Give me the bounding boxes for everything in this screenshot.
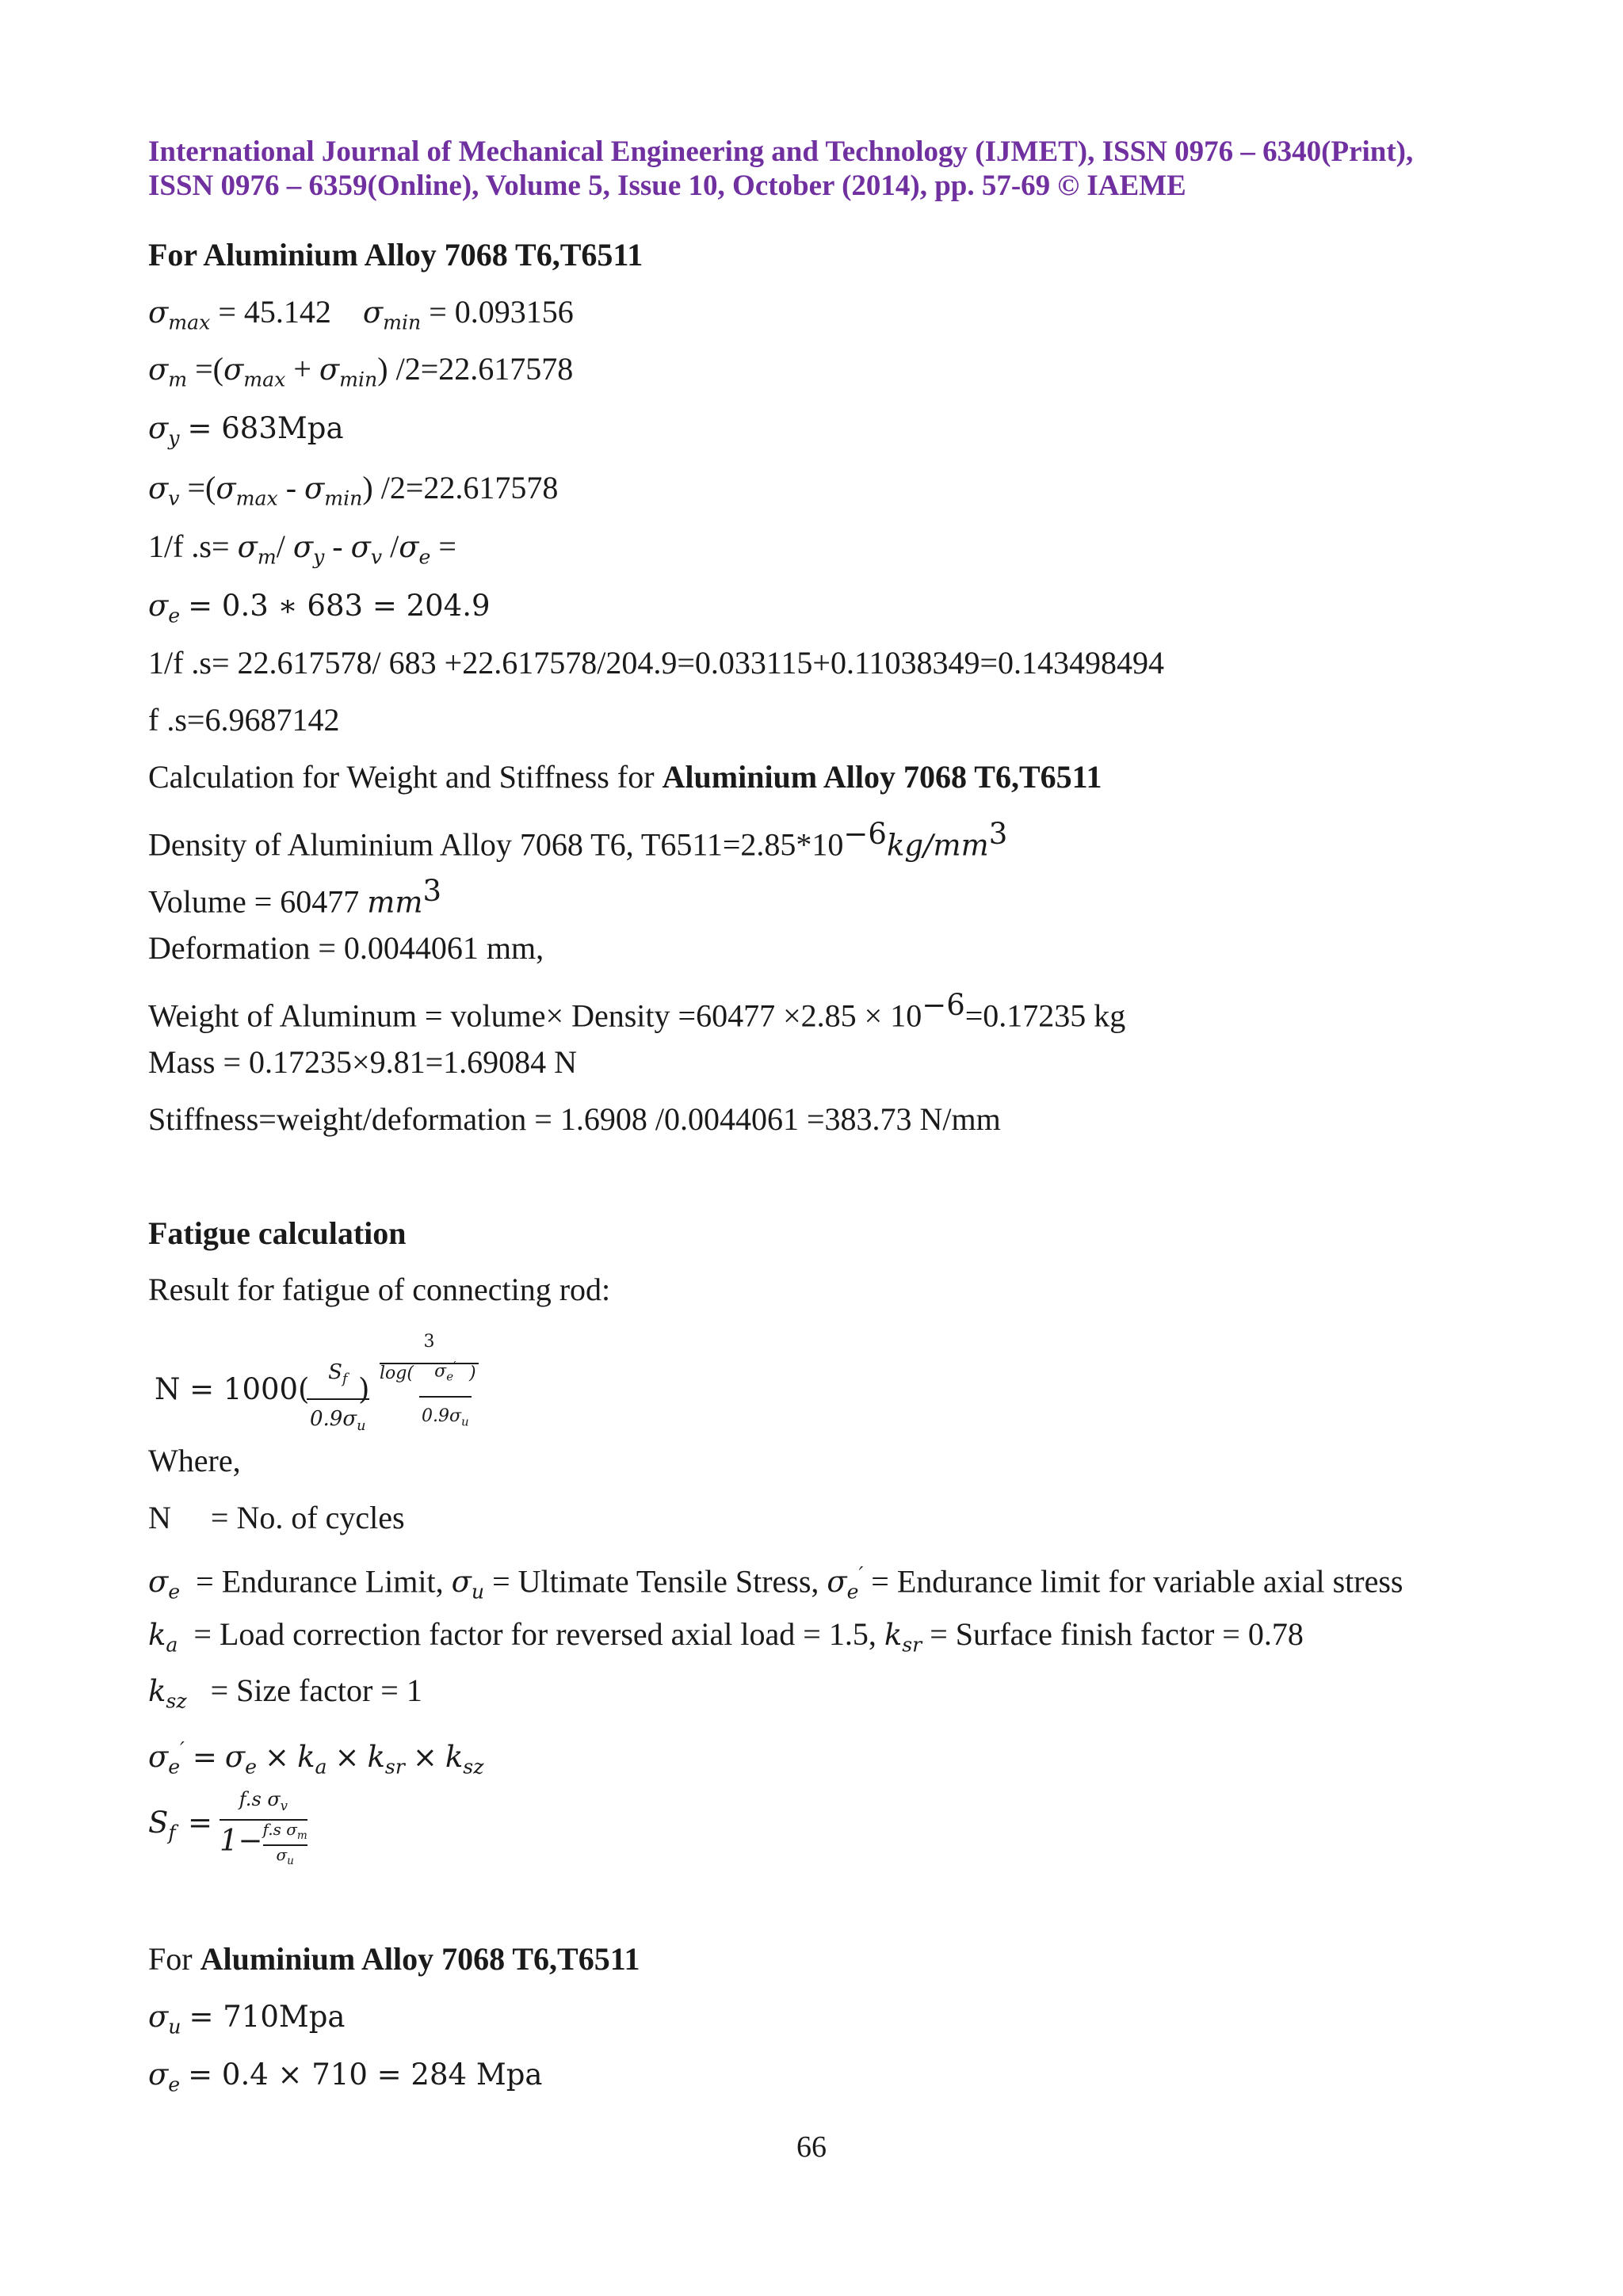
header-line-1: International Journal of Mechanical Engineering and Technology (IJMET), ISSN 0976 – 6340(Print),	[148, 135, 1414, 168]
sigma-defs-line: $\sigma_e$ = Endurance Limit, $\sigma_u$ = Ultimate Tensile Stress, $\sigma_e'$ = Endurance limit for variable axial stress	[148, 1563, 1403, 1604]
density-line: Density of Aluminium Alloy 7068 T6, $T6511=2.85*10^{-6}kg/mm^3$	[148, 817, 1008, 863]
sigma-max-min-line: $\sigma_{max} = 45.142$ $\sigma_{min} = 0.093156$	[148, 294, 574, 334]
where-line: Where,	[148, 1443, 241, 1478]
fs-equation-line: 1/f $.s= \sigma_m/$ $\sigma_y - \sigma_v$ $/\sigma_e$ =	[148, 528, 456, 569]
sigma-v-line: $\sigma_v =(\sigma_{max} - \sigma_{min})$ /2=22.617578	[148, 470, 559, 510]
page-number: 66	[796, 2130, 827, 2164]
calc-title-line: Calculation for Weight and Stiffness for Aluminium Alloy 7068 T6,T6511	[148, 759, 1102, 795]
deformation-line: Deformation = 0.0044061 mm,	[148, 930, 544, 966]
fs-calc-line: 1/f .s= 22.617578/ 683 +22.617578/204.9=0.033115+0.11038349=0.143498494	[148, 645, 1165, 681]
fs-result-line: f .s=6.9687142	[148, 702, 340, 738]
sigma-u-line: $\sigma_u = 710Mpa$	[148, 2000, 346, 2039]
volume-line: Volume = 60477 $mm^3$	[148, 874, 441, 920]
header-line-2: ISSN 0976 – 6359(Online), Volume 5, Issue 10, October (2014), pp. 57-69 © IAEME	[148, 170, 1186, 202]
sigma-e-line: $\sigma_e = 0.3$ ∗ 683 = 204.9	[148, 589, 491, 627]
sigma-m-line: $\sigma_m =(\sigma_{max} + \sigma_{min})$ /2=22.617578	[148, 351, 574, 391]
sigma-e-value-line: $\sigma_e = 0.4 \times 710 = 284$ Mpa	[148, 2058, 543, 2096]
fatigue-title: Fatigue calculation	[148, 1215, 407, 1251]
journal-header	[148, 135, 1495, 203]
mass-line: Mass = 0.17235×9.81=1.69084 N	[148, 1044, 578, 1080]
section-title: For Aluminium Alloy 7068 T6,T6511	[148, 237, 643, 273]
sigma-y-line: $\sigma_y = 683Mpa$	[148, 411, 344, 450]
n-def-line: N = No. of cycles	[148, 1500, 405, 1535]
ksz-line: $k_{sz}$ = Size factor = 1	[148, 1672, 422, 1713]
weight-line: Weight of Aluminum = volume× Density $=60477 \times 2.85 \times 10^{-6}=0.17235$ kg	[148, 988, 1126, 1034]
fatigue-subtitle: Result for fatigue of connecting rod:	[148, 1272, 611, 1307]
sigma-e-prime-formula: $\sigma_e' = \sigma_e \times k_a \times k_{sr} \times k_{sz}$	[148, 1738, 484, 1779]
k-factors-line: $k_a$ = Load correction factor for reversed axial load = 1.5, $k_{sr}$ = Surface finish factor = 0.78	[148, 1616, 1304, 1657]
stiffness-line: Stiffness=weight/deformation = 1.6908 /0.0044061 =383.73 N/mm	[148, 1101, 1001, 1137]
section2-title: For Aluminium Alloy 7068 T6,T6511	[148, 1941, 640, 1977]
